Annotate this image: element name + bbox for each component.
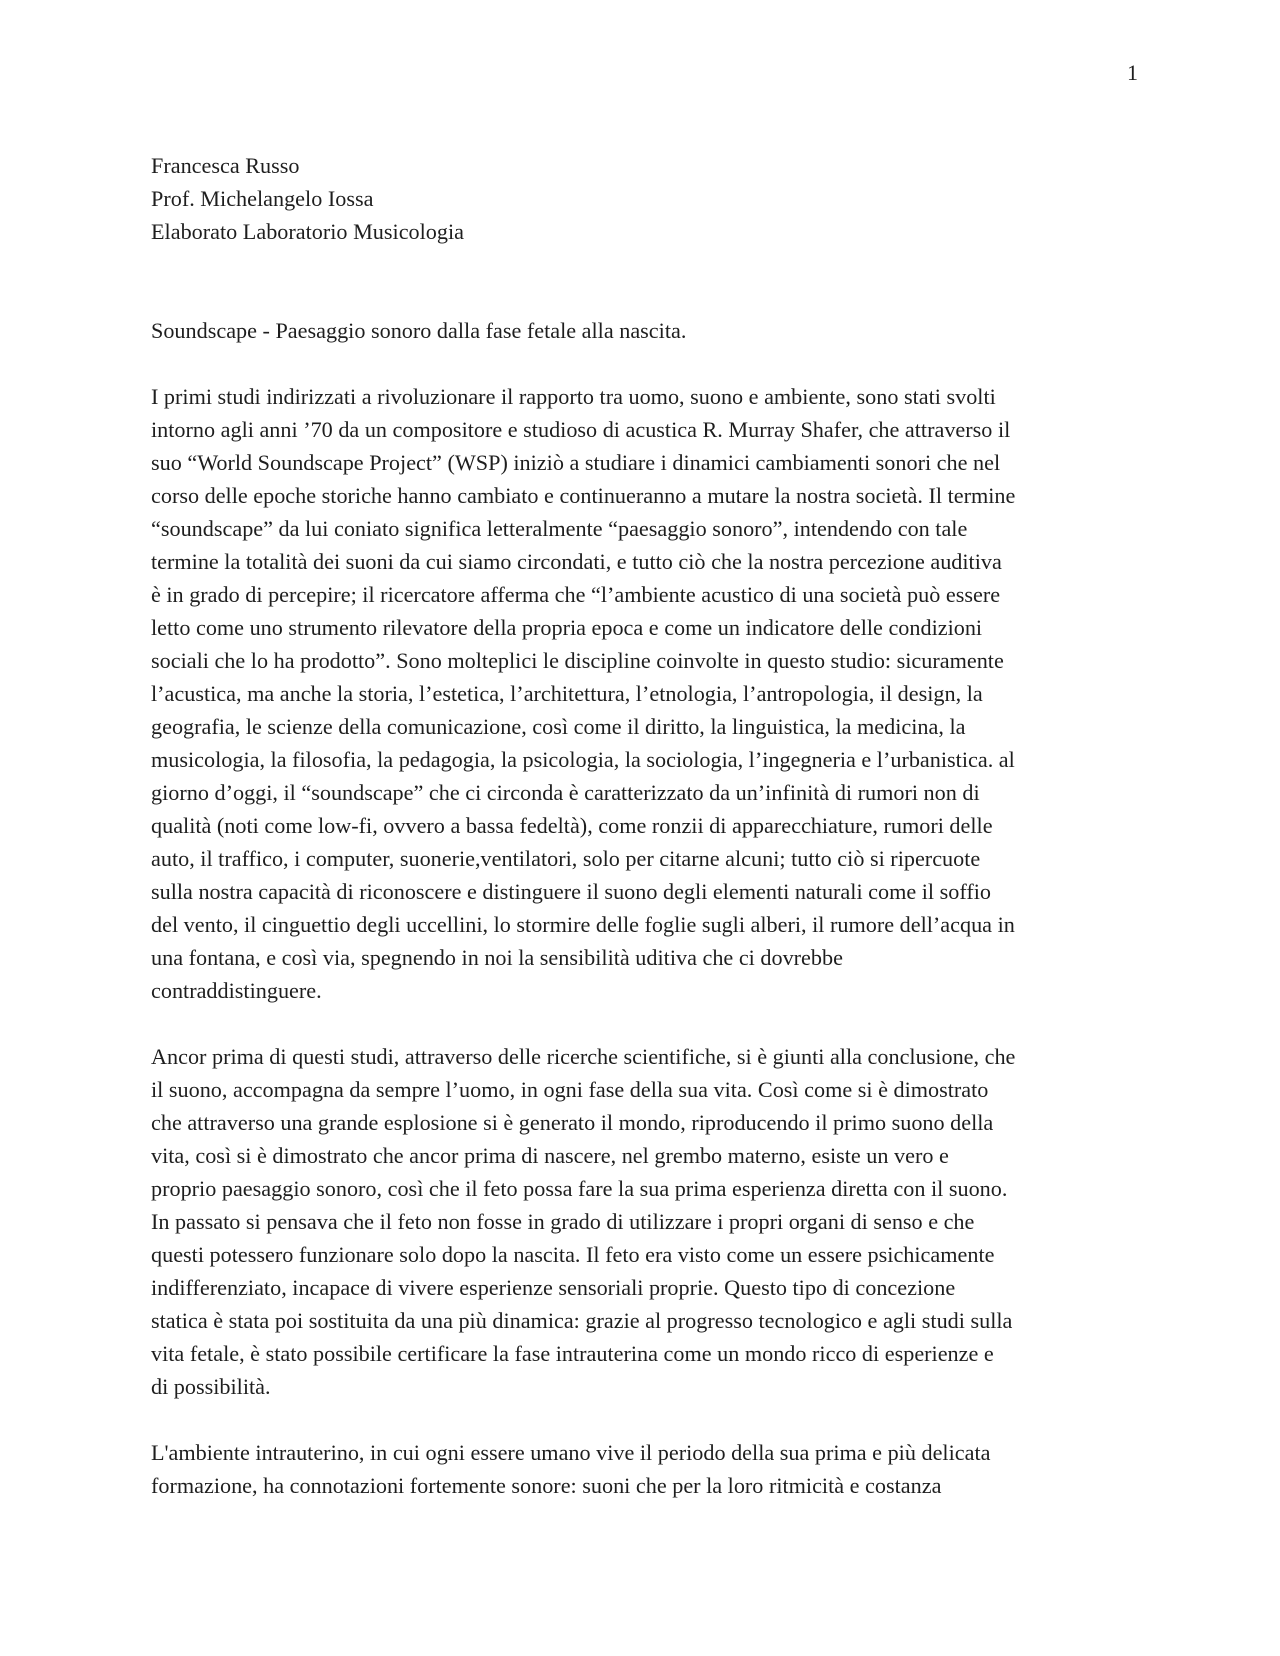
paragraph-line: “soundscape” da lui coniato significa letteralmente “paesaggio sonoro”, intendendo con tale xyxy=(151,516,968,541)
paragraph-line: qualità (noti come low-fi, ovvero a bassa fedeltà), come ronzii di apparecchiature, rumori delle xyxy=(151,813,993,838)
paragraph-line: il suono, accompagna da sempre l’uomo, in ogni fase della sua vita. Così come si è dimostrato xyxy=(151,1077,989,1102)
paragraph-line: statica è stata poi sostituita da una più dinamica: grazie al progresso tecnologico e agli studi sulla xyxy=(151,1308,1013,1333)
paragraph-line: giorno d’oggi, il “soundscape” che ci circonda è caratterizzato da un’infinità di rumori non di xyxy=(151,780,980,805)
document-title: Soundscape - Paesaggio sonoro dalla fase fetale alla nascita. xyxy=(151,318,687,343)
paragraph-1 xyxy=(151,380,1141,1007)
document-body xyxy=(151,149,1141,1502)
paragraph-line: vita fetale, è stato possibile certificare la fase intrauterina come un mondo ricco di esperienze e xyxy=(151,1341,994,1366)
paragraph-line: questi potessero funzionare solo dopo la nascita. Il feto era visto come un essere psichicamente xyxy=(151,1242,995,1267)
paragraph-line: contraddistinguere. xyxy=(151,978,322,1003)
paragraph-line: sociali che lo ha prodotto”. Sono molteplici le discipline coinvolte in questo studio: sicuramente xyxy=(151,648,1004,673)
professor-name: Prof. Michelangelo Iossa xyxy=(151,186,374,211)
paragraph-line: suo “World Soundscape Project” (WSP) iniziò a studiare i dinamici cambiamenti sonori che nel xyxy=(151,450,1001,475)
author-header xyxy=(151,149,1141,248)
paragraph-line: sulla nostra capacità di riconoscere e distinguere il suono degli elementi naturali come il soffio xyxy=(151,879,991,904)
paragraph-line: una fontana, e così via, spegnendo in noi la sensibilità uditiva che ci dovrebbe xyxy=(151,945,843,970)
paragraph-line: auto, il traffico, i computer, suonerie,ventilatori, solo per citarne alcuni; tutto ciò si ripercuote xyxy=(151,846,981,871)
paragraph-line: l’acustica, ma anche la storia, l’estetica, l’architettura, l’etnologia, l’antropologia, il design, la xyxy=(151,681,983,706)
paragraph-line: è in grado di percepire; il ricercatore afferma che “l’ambiente acustico di una società può essere xyxy=(151,582,1001,607)
paragraph-2 xyxy=(151,1040,1141,1403)
paragraph-line: Ancor prima di questi studi, attraverso delle ricerche scientifiche, si è giunti alla conclusione, che xyxy=(151,1044,1016,1069)
paragraph-line: che attraverso una grande esplosione si è generato il mondo, riproducendo il primo suono della xyxy=(151,1110,994,1135)
paragraph-line: musicologia, la filosofia, la pedagogia, la psicologia, la sociologia, l’ingegneria e l’urbanistica. al xyxy=(151,747,1015,772)
paragraph-line: I primi studi indirizzati a rivoluzionare il rapporto tra uomo, suono e ambiente, sono stati svolti xyxy=(151,384,996,409)
page-number: 1 xyxy=(1127,60,1138,85)
paragraph-line: termine la totalità dei suoni da cui siamo circondati, e tutto ciò che la nostra percezione auditiva xyxy=(151,549,1002,574)
paragraph-line: di possibilità. xyxy=(151,1374,271,1399)
paragraph-line: intorno agli anni ’70 da un compositore e studioso di acustica R. Murray Shafer, che attraverso il xyxy=(151,417,1011,442)
paragraph-line: indifferenziato, incapace di vivere esperienze sensoriali proprie. Questo tipo di concezione xyxy=(151,1275,956,1300)
course-name: Elaborato Laboratorio Musicologia xyxy=(151,219,464,244)
paragraph-line: del vento, il cinguettio degli uccellini, lo stormire delle foglie sugli alberi, il rumore dell’acqua in xyxy=(151,912,1015,937)
paragraph-line: letto come uno strumento rilevatore della propria epoca e come un indicatore delle condizioni xyxy=(151,615,983,640)
paragraph-line: geografia, le scienze della comunicazione, così come il diritto, la linguistica, la medicina, la xyxy=(151,714,966,739)
author-name: Francesca Russo xyxy=(151,153,300,178)
paragraph-line: proprio paesaggio sonoro, così che il feto possa fare la sua prima esperienza diretta con il suono. xyxy=(151,1176,1008,1201)
paragraph-line: formazione, ha connotazioni fortemente sonore: suoni che per la loro ritmicità e costanza xyxy=(151,1473,942,1498)
paragraph-line: In passato si pensava che il feto non fosse in grado di utilizzare i propri organi di senso e che xyxy=(151,1209,975,1234)
paragraph-line: vita, così si è dimostrato che ancor prima di nascere, nel grembo materno, esiste un vero e xyxy=(151,1143,949,1168)
paragraph-3 xyxy=(151,1436,1141,1502)
paragraph-line: corso delle epoche storiche hanno cambiato e continueranno a mutare la nostra società. Il termine xyxy=(151,483,1016,508)
paragraph-line: L'ambiente intrauterino, in cui ogni essere umano vive il periodo della sua prima e più delicata xyxy=(151,1440,991,1465)
